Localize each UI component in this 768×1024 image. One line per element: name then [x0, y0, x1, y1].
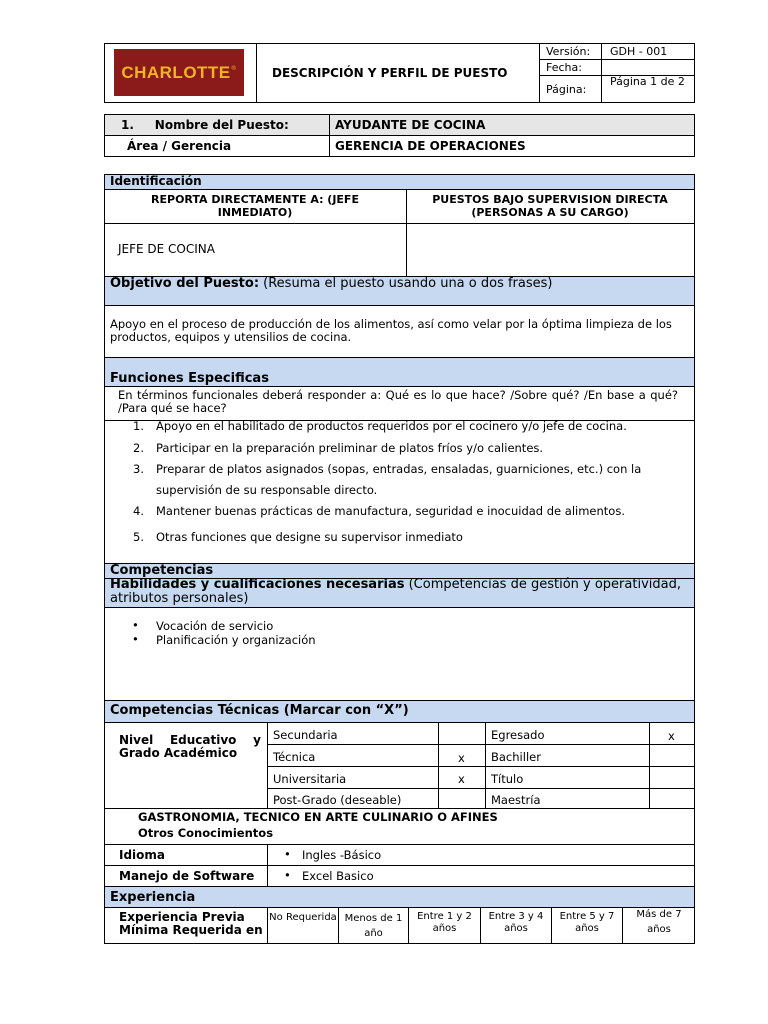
ident-header-line	[104, 223, 695, 224]
carrera-text: GASTRONOMIA, TECNICO EN ARTE CULINARIO O AFINES	[138, 810, 498, 824]
experiencia-option: Entre 5 y 7 años	[559, 911, 615, 934]
reporta-header: REPORTA DIRECTAMENTE A: (JEFE INMEDIATO)	[151, 193, 359, 219]
idioma-label: Idioma	[119, 848, 166, 862]
bullet-icon: •	[132, 618, 139, 632]
nivel-right-option: Título	[491, 772, 524, 786]
habilidades-heading	[110, 578, 690, 606]
funcion-text: Otras funciones que designe su supervisor inmediato	[156, 530, 463, 544]
objetivo-hint: (Resuma el puesto usando una o dos frases)	[259, 276, 553, 291]
puestos-header: PUESTOS BAJO SUPERVISION DIRECTA (PERSONAS A SU CARGO)	[432, 193, 668, 219]
logo-cell-divider	[256, 43, 257, 103]
idioma-value: Ingles -Básico	[302, 848, 382, 862]
tecnicas-title: Competencias Técnicas (Marcar con “X”)	[110, 703, 409, 718]
funcion-text: Participar en la preparación preliminar de platos fríos y/o calientes.	[156, 441, 544, 455]
funcion-text: Mantener buenas prácticas de manufactura, seguridad e inocuidad de alimentos.	[156, 504, 625, 518]
funcion-text-continued: supervisión de su responsable directo.	[156, 483, 378, 497]
experiencia-option: No Requerida	[269, 912, 337, 923]
funcion-num: 5.	[133, 530, 144, 544]
company-logo	[114, 49, 244, 96]
nombre-label: 1. Nombre del Puesto:	[121, 118, 289, 132]
nivel-left-option: Post-Grado (deseable)	[273, 793, 402, 807]
nivel-left-mark: x	[458, 772, 465, 786]
version-row-line	[539, 59, 695, 60]
objetivo-title: Objetivo del Puesto:	[110, 276, 260, 291]
experiencia-option: Más de 7 años	[636, 909, 682, 935]
funcion-num: 1.	[133, 419, 144, 433]
experiencia-option: Entre 3 y 4 años	[488, 911, 544, 934]
nivel-right-option: Bachiller	[491, 750, 541, 764]
logo-registered: ®	[230, 65, 237, 72]
nivel-right-mark: x	[668, 729, 675, 743]
version-divider	[601, 43, 602, 103]
experiencia-title: Experiencia	[110, 890, 196, 905]
area-value: GERENCIA DE OPERACIONES	[335, 139, 526, 153]
nivel-right-option: Egresado	[491, 728, 545, 742]
pagina-value: Página 1 de 2	[610, 75, 685, 88]
fecha-label: Fecha:	[546, 61, 582, 74]
objetivo-heading	[110, 276, 552, 291]
nombre-value: AYUDANTE DE COCINA	[335, 118, 486, 132]
ident-divider	[406, 190, 407, 276]
habilidades-hint: (Competencias de gestión y operatividad, atributos personales)	[110, 577, 681, 606]
funciones-title: Funciones Especificas	[110, 371, 269, 386]
version-value: GDH - 001	[610, 45, 668, 58]
funcion-num: 4.	[133, 504, 144, 518]
nivel-left-option: Técnica	[273, 750, 316, 764]
nivel-left-option: Secundaria	[273, 728, 338, 742]
experiencia-option: Entre 1 y 2 años	[417, 911, 472, 934]
funciones-intro: En términos funcionales deberá responder a: Qué es lo que hace? /Sobre qué? /En base a qué? /Para qué se hace?	[118, 388, 678, 415]
document-title: DESCRIPCIÓN Y PERFIL DE PUESTO	[272, 66, 508, 80]
funcion-text: Apoyo en el habilitado de productos requeridos por el cocinero y/o jefe de cocina.	[156, 419, 627, 433]
area-label: Área / Gerencia	[127, 139, 232, 153]
title-cell-divider	[539, 43, 540, 103]
nivel-label: Nivel Educativo y Grado Académico	[119, 733, 266, 760]
objetivo-text: Apoyo en el proceso de producción de los alimentos, así como velar por la óptima limpieza de los productos, equipos y utensilios de cocina.	[110, 317, 672, 344]
habilidades-title: Habilidades y cualificaciones necesarias	[110, 577, 405, 592]
software-value: Excel Basico	[302, 869, 374, 883]
nivel-grid-row1	[267, 744, 695, 745]
bullet-icon: •	[284, 847, 291, 861]
bullet-icon: •	[132, 632, 139, 646]
funcion-num: 2.	[133, 441, 144, 455]
software-label: Manejo de Software	[119, 869, 255, 883]
idioma-mid-line	[104, 865, 695, 866]
funcion-num: 3.	[133, 462, 144, 476]
experiencia-option: Menos de 1 año	[344, 913, 403, 939]
puesto-divider	[329, 114, 330, 157]
nivel-left-option: Universitaria	[273, 772, 347, 786]
logo-text: CHARLOTTE	[121, 62, 231, 82]
reporta-value: JEFE DE COCINA	[118, 242, 215, 256]
nivel-grid-row3	[267, 788, 695, 789]
nivel-left-mark: x	[458, 751, 465, 765]
nivel-grid-row2	[267, 766, 695, 767]
pagina-label: Página:	[546, 83, 587, 96]
habilidad-item: Planificación y organización	[156, 633, 316, 647]
idioma-top-line	[104, 844, 695, 845]
idioma-divider	[267, 844, 268, 886]
habilidad-item: Vocación de servicio	[156, 619, 274, 633]
experiencia-label: Experiencia Previa Mínima Requerida en	[119, 910, 263, 937]
funcion-text: Preparar de platos asignados (sopas, entradas, ensaladas, guarniciones, etc.) con la	[156, 462, 642, 476]
version-label: Versión:	[546, 45, 591, 58]
identificacion-title: Identificación	[110, 174, 202, 188]
otros-conocimientos: Otros Conocimientos	[138, 826, 274, 840]
competencias-title: Competencias	[110, 563, 214, 578]
nivel-right-option: Maestría	[491, 793, 541, 807]
bullet-icon: •	[284, 868, 291, 882]
nivel-grid-bottom	[104, 808, 695, 809]
